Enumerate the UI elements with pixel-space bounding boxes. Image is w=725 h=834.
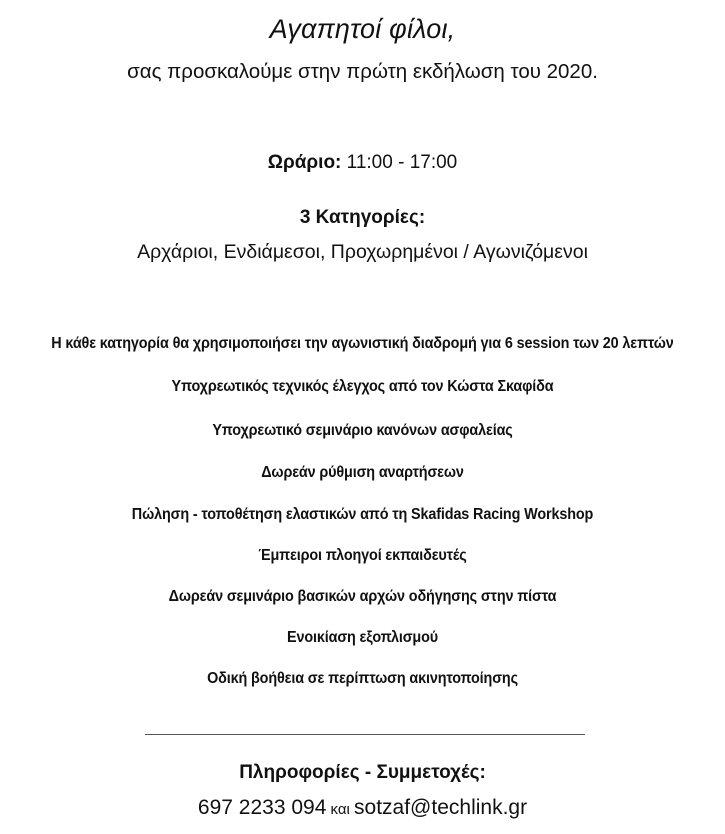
schedule-label: Ωράριο: xyxy=(267,152,342,173)
feature-item: Οδική βοήθεια σε περίπτωση ακινητοποίησης xyxy=(207,670,518,687)
categories-list: Αρχάριοι, Ενδιάμεσοι, Προχωρημένοι / Αγωνιζόμενοι xyxy=(137,241,588,263)
feature-item: Υποχρεωτικό σεμινάριο κανόνων ασφαλείας xyxy=(212,422,513,439)
feature-item: Δωρεάν ρύθμιση αναρτήσεων xyxy=(261,464,464,481)
invitation-text: σας προσκαλούμε στην πρώτη εκδήλωση του 2020. xyxy=(127,60,598,83)
feature-item: Πώληση - τοποθέτηση ελαστικών από τη Skafidas Racing Workshop xyxy=(131,506,594,523)
schedule-value: 11:00 - 17:00 xyxy=(341,152,458,173)
feature-item: Ενοικίαση εξοπλισμού xyxy=(286,629,439,646)
categories-title: 3 Κατηγορίες: xyxy=(299,207,426,228)
contact-title: Πληροφορίες - Συμμετοχές: xyxy=(239,762,486,783)
phone-number: 697 2233 094 xyxy=(197,796,327,819)
feature-item: Η κάθε κατηγορία θα χρησιμοποιήσει την αγωνιστική διαδρομή για 6 session των 20 λεπτών xyxy=(51,335,674,352)
section-divider xyxy=(145,734,585,735)
feature-item: Δωρεάν σεμινάριο βασικών αρχών οδήγησης στην πίστα xyxy=(168,588,557,605)
schedule-line xyxy=(0,152,725,174)
greeting-heading: Αγαπητοί φίλοι, xyxy=(269,14,456,44)
contact-details xyxy=(0,796,725,820)
feature-item: Έμπειροι πλοηγοί εκπαιδευτές xyxy=(258,547,467,564)
contact-conjunction: και xyxy=(326,801,355,818)
feature-item: Υποχρεωτικός τεχνικός έλεγχος από τον Κώστα Σκαφίδα xyxy=(171,378,554,395)
email-address: sotzaf@techlink.gr xyxy=(354,796,528,819)
